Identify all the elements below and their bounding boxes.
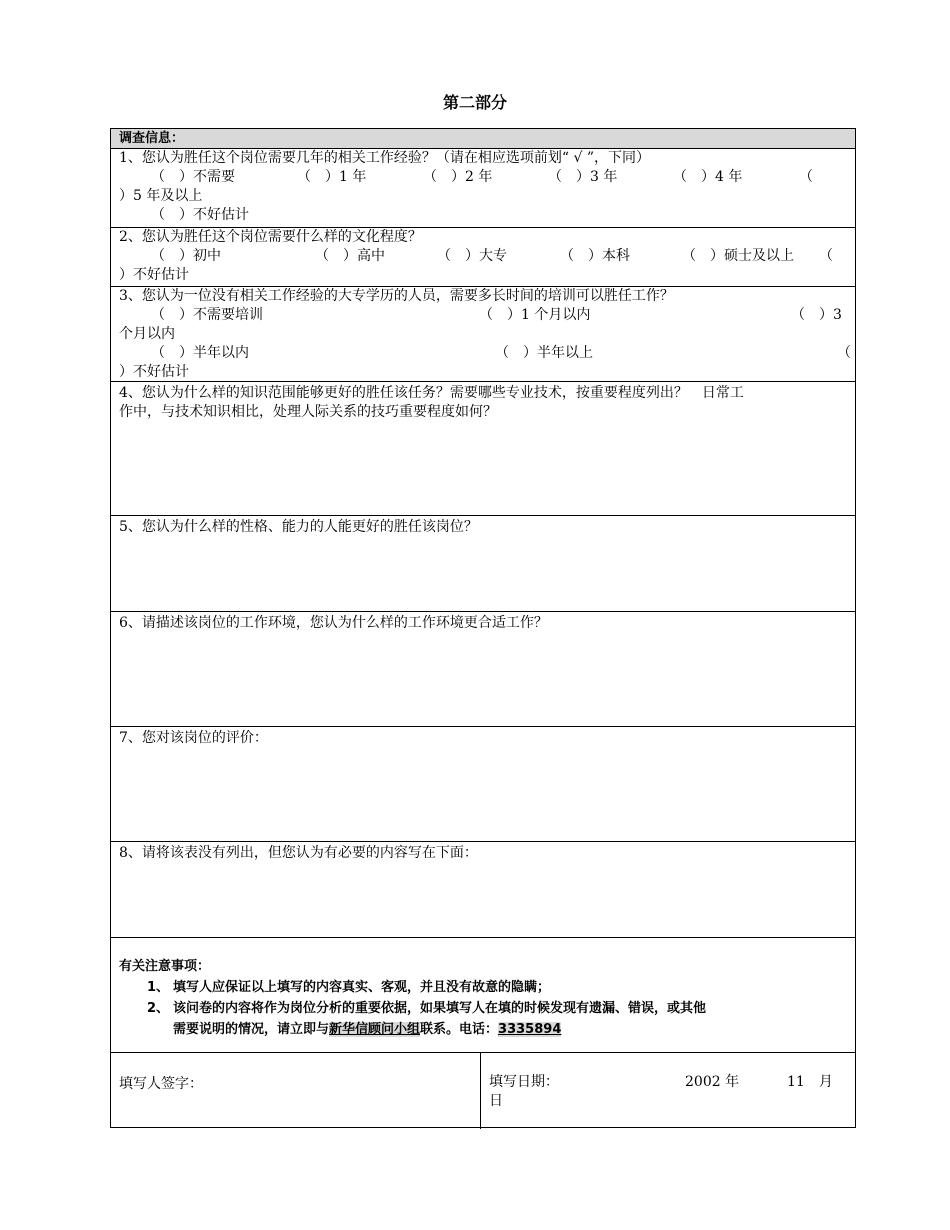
date-month: 11 月 <box>787 1074 833 1090</box>
question-1-options <box>119 168 847 187</box>
question-6[interactable] <box>111 612 855 727</box>
question-2-text: 2、您认为胜任这个岗位需要什么样的文化程度？ <box>119 229 422 245</box>
q2-option-bachelor[interactable]: （ ）本科 <box>560 248 630 264</box>
survey-header <box>111 129 855 149</box>
survey-table <box>110 128 856 1128</box>
date-label: 填写日期： <box>489 1074 559 1090</box>
question-4[interactable] <box>111 382 855 516</box>
question-4-text-line2: 作中，与技术知识相比，处理人际关系的技巧重要程度如何？ <box>119 404 497 420</box>
question-1 <box>111 149 855 228</box>
question-3-options-1 <box>119 306 847 325</box>
note-item-1-text: 填写人应保证以上填写的内容真实、客观，并且没有故意的隐瞒； <box>173 980 551 995</box>
question-3-text: 3、您认为一位没有相关工作经验的大专学历的人员，需要多长时间的培训可以胜任工作？ <box>119 288 674 304</box>
q2-option-junior[interactable]: （ ）初中 <box>151 248 221 264</box>
q1-option-3y[interactable]: （ ）3 年 <box>548 169 618 185</box>
q2-option-college[interactable]: （ ）大专 <box>437 248 507 264</box>
q1-option-4y[interactable]: （ ）4 年 <box>673 169 743 185</box>
date-year: 2002 年 <box>685 1074 740 1090</box>
question-8-text: 8、请将该表没有列出，但您认为有必要的内容写在下面： <box>119 845 478 861</box>
q1-option-5y[interactable]: ）5 年及以上 <box>119 188 203 204</box>
q2-option-unknown-open[interactable]: （ <box>819 248 833 264</box>
q3-option-unknown-open[interactable]: （ <box>837 345 851 361</box>
note-item-1 <box>119 977 847 998</box>
page-title: 第二部分 <box>442 93 507 112</box>
q2-option-unknown[interactable]: ）不好估计 <box>119 267 189 283</box>
survey-header-label: 调查信息： <box>119 131 185 146</box>
q1-option-5y-open[interactable]: （ <box>799 169 813 185</box>
q3-option-3-months[interactable]: 个月以内 <box>119 326 175 342</box>
question-2-options <box>119 247 847 266</box>
note-item-2-text-b: 需要说明的情况，请立即与 <box>173 1022 330 1037</box>
question-5-text: 5、您认为什么样的性格、能力的人能更好的胜任该岗位？ <box>119 519 478 535</box>
q3-option-3-months-open[interactable]: （ ）3 <box>791 307 842 323</box>
date-day: 日 <box>489 1093 503 1109</box>
signer-label: 填写人签字： <box>119 1076 203 1092</box>
q1-option-none[interactable]: （ ）不需要 <box>151 169 235 185</box>
note-item-2-text-c: 联系。电话： <box>420 1022 499 1037</box>
question-4-text-line1: 4、您认为什么样的知识范围能够更好的胜任该任务？需要哪些专业技术，按重要程度列出？ 日常工 <box>119 385 744 401</box>
note-item-2 <box>119 998 847 1040</box>
q3-option-no-training[interactable]: （ ）不需要培训 <box>151 307 263 323</box>
question-3-options-2 <box>119 344 851 363</box>
question-7[interactable] <box>111 727 855 842</box>
q1-option-1y[interactable]: （ ）1 年 <box>297 169 367 185</box>
notes-heading: 有关注意事项： <box>119 959 211 974</box>
q3-option-1-month[interactable]: （ ）1 个月以内 <box>479 307 591 323</box>
question-8[interactable] <box>111 842 855 938</box>
contact-phone: 3335894 <box>498 1022 562 1037</box>
notes-section <box>111 938 855 1053</box>
question-2 <box>111 228 855 287</box>
question-6-text: 6、请描述该岗位的工作环境，您认为什么样的工作环境更合适工作？ <box>119 615 548 631</box>
question-3 <box>111 287 855 382</box>
q3-option-unknown[interactable]: ）不好估计 <box>119 364 189 380</box>
note-item-1-number: 1、 <box>147 980 170 995</box>
date-cell[interactable] <box>481 1053 856 1129</box>
q1-option-unknown[interactable]: （ ）不好估计 <box>151 207 249 223</box>
signer-cell[interactable] <box>111 1053 481 1129</box>
question-7-text: 7、您对该岗位的评价： <box>119 730 268 746</box>
consultant-group-name: 新华信顾问小组 <box>329 1022 421 1037</box>
q3-option-half-year-over[interactable]: （ ）半年以上 <box>495 345 593 361</box>
note-item-2-number: 2、 <box>147 1001 170 1016</box>
question-1-text: 1、您认为胜任这个岗位需要几年的相关工作经验？（请在相应选项前划“ √ ”，下同） <box>119 150 651 166</box>
question-5[interactable] <box>111 516 855 612</box>
q2-option-senior[interactable]: （ ）高中 <box>315 248 385 264</box>
note-item-2-text-a: 该问卷的内容将作为岗位分析的重要依据，如果填写人在填的时候发现有遗漏、错误，或其他 <box>173 1001 707 1016</box>
q3-option-half-year-within[interactable]: （ ）半年以内 <box>151 345 249 361</box>
q1-option-2y[interactable]: （ ）2 年 <box>423 169 493 185</box>
q2-option-master[interactable]: （ ）硕士及以上 <box>682 248 794 264</box>
